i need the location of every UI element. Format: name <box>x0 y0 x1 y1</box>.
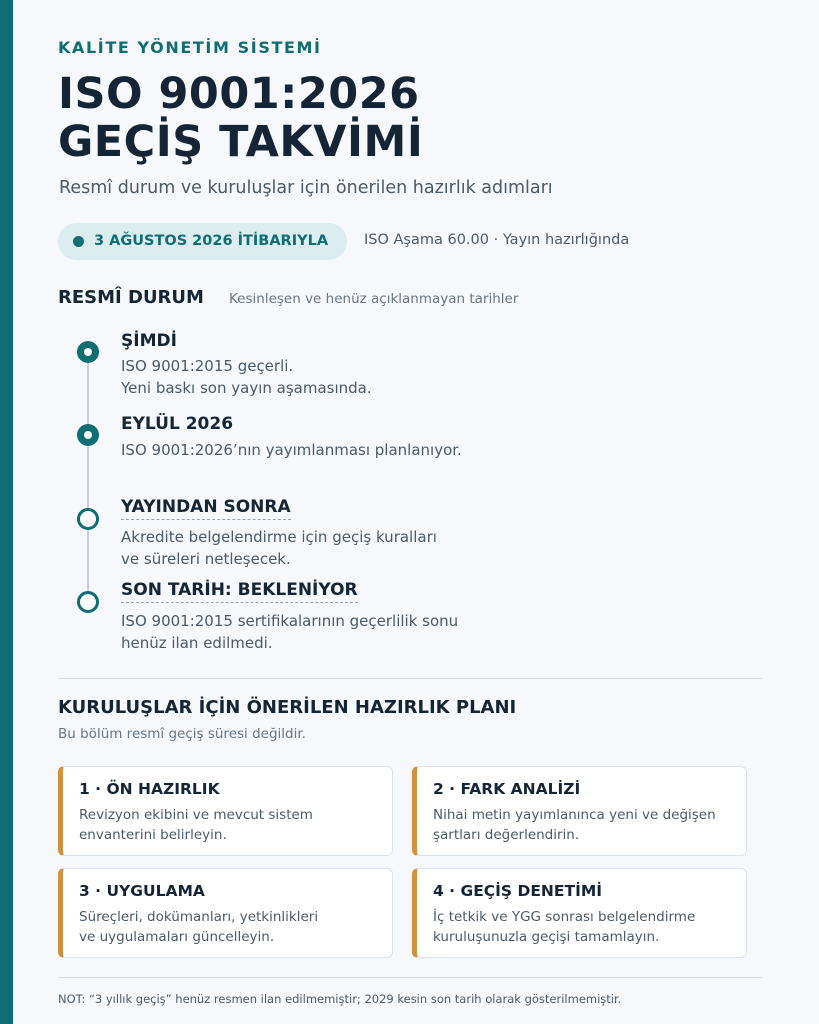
left-accent-bar <box>0 0 13 1024</box>
plan-card-1 <box>58 766 393 856</box>
footnote: NOT: “3 yıllık geçiş” henüz resmen ilan edilmemiştir; 2029 kesin son tarih olarak gösterilmemiştir. <box>58 992 622 1006</box>
timeline-item-desc-line2: ve süreleri netleşecek. <box>121 550 291 568</box>
plan-card-desc-line1: Revizyon ekibini ve mevcut sistem <box>79 807 313 823</box>
plan-card-desc <box>79 805 313 845</box>
timeline-item-title: SON TARİH: BEKLENİYOR <box>121 580 358 603</box>
iso-stage-text: ISO Aşama 60.00 · Yayın hazırlığında <box>364 232 630 248</box>
plan-heading: KURULUŞLAR İÇİN ÖNERİLEN HAZIRLIK PLANI <box>58 697 517 718</box>
date-badge-label: 3 AĞUSTOS 2026 İTİBARIYLA <box>94 233 329 249</box>
page-subtitle: Resmî durum ve kuruluşlar için önerilen hazırlık adımları <box>59 178 553 198</box>
title-line-1: ISO 9001:2026 <box>58 69 420 119</box>
plan-card-desc-line2: ve uygulamaları güncelleyin. <box>79 929 275 945</box>
plan-card-title: 2 · FARK ANALİZİ <box>433 780 581 798</box>
title-line-2: GEÇİŞ TAKVİMİ <box>58 117 424 167</box>
plan-card-title: 3 · UYGULAMA <box>79 882 205 900</box>
page-title <box>58 70 423 166</box>
plan-card-3 <box>58 868 393 958</box>
plan-card-desc-line1: İç tetkik ve YGG sonrası belgelendirme <box>433 909 696 925</box>
timeline-item-desc-line1: ISO 9001:2015 sertifikalarının geçerlilik sonu <box>121 612 459 630</box>
plan-card-desc <box>433 907 695 947</box>
plan-note: Bu bölüm resmî geçiş süresi değildir. <box>58 726 306 742</box>
timeline-line <box>87 350 89 602</box>
official-status-heading: RESMÎ DURUM <box>58 287 204 308</box>
timeline-item-desc-line2: Yeni baskı son yayın aşamasında. <box>121 379 372 397</box>
date-badge <box>58 223 347 260</box>
plan-card-title: 1 · ÖN HAZIRLIK <box>79 780 220 798</box>
timeline-filled-node-icon <box>77 424 99 446</box>
plan-card-desc-line2: kuruluşunuzla geçişi tamamlayın. <box>433 929 660 945</box>
timeline-item-title: EYLÜL 2026 <box>121 414 234 434</box>
plan-card-4 <box>412 868 747 958</box>
timeline-item-desc-line2: henüz ilan edilmedi. <box>121 634 273 652</box>
plan-card-title: 4 · GEÇİŞ DENETİMİ <box>433 882 603 900</box>
footer-divider <box>58 977 762 978</box>
status-dot-icon <box>73 236 84 247</box>
timeline-item-desc-line1: ISO 9001:2015 geçerli. <box>121 357 294 375</box>
timeline-item-title: ŞİMDİ <box>121 331 177 351</box>
plan-card-desc-line2: şartları değerlendirin. <box>433 827 580 843</box>
timeline-item-desc-line1: ISO 9001:2026’nın yayımlanması planlanıyor. <box>121 441 462 459</box>
header-kicker: KALİTE YÖNETİM SİSTEMİ <box>58 38 322 57</box>
timeline-item-desc-line1: Akredite belgelendirme için geçiş kuralları <box>121 528 437 546</box>
plan-card-desc <box>433 805 716 845</box>
plan-card-desc-line2: envanterini belirleyin. <box>79 827 227 843</box>
timeline-open-node-icon <box>77 591 99 613</box>
plan-card-2 <box>412 766 747 856</box>
plan-card-desc-line1: Nihai metin yayımlanınca yeni ve değişen <box>433 807 716 823</box>
section-divider <box>58 678 762 679</box>
official-status-note: Kesinleşen ve henüz açıklanmayan tarihler <box>229 291 519 307</box>
timeline-filled-node-icon <box>77 341 99 363</box>
plan-card-desc-line1: Süreçleri, dokümanları, yetkinlikleri <box>79 909 319 925</box>
plan-card-desc <box>79 907 318 947</box>
timeline-open-node-icon <box>77 508 99 530</box>
timeline-item-title: YAYINDAN SONRA <box>121 497 291 520</box>
